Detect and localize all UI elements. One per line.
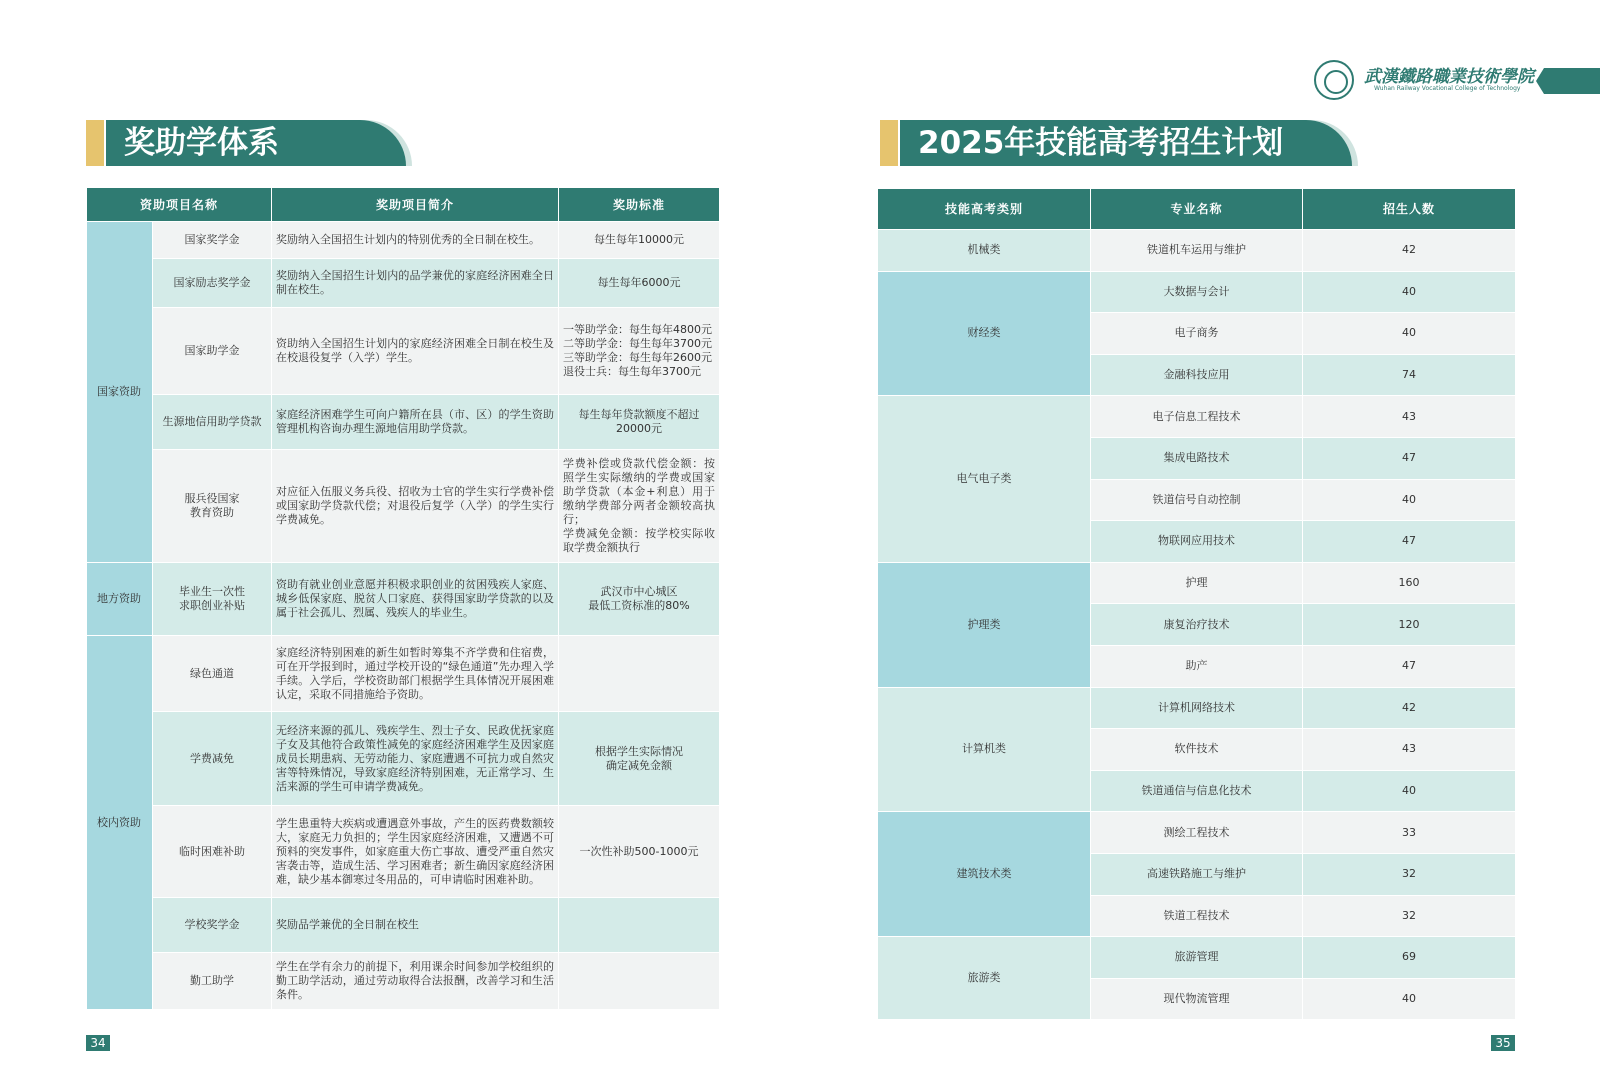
- table-row: [87, 712, 720, 806]
- major-name-cell: 铁道通信与信息化技术: [1091, 770, 1303, 812]
- project-name-cell: 服兵役国家 教育资助: [153, 450, 272, 563]
- project-standard-cell: 每生每年10000元: [559, 222, 720, 259]
- header-standard: 奖助标准: [559, 188, 720, 222]
- enrollment-count-cell: 47: [1303, 437, 1516, 479]
- category-cell: 电气电子类: [878, 396, 1091, 562]
- project-standard-cell: 每生每年贷款额度不超过 20000元: [559, 395, 720, 450]
- category-cell: 财经类: [878, 271, 1091, 396]
- major-name-cell: 物联网应用技术: [1091, 521, 1303, 563]
- enrollment-count-cell: 47: [1303, 645, 1516, 687]
- project-standard-cell: [559, 898, 720, 953]
- major-name-cell: 护理: [1091, 562, 1303, 604]
- major-name-cell: 铁道信号自动控制: [1091, 479, 1303, 521]
- table-row: [878, 937, 1516, 979]
- title-accent-bar: [86, 120, 104, 166]
- logo-tab-decoration: [1536, 68, 1600, 94]
- table-row: [87, 308, 720, 395]
- enrollment-count-cell: 40: [1303, 271, 1516, 313]
- table-row: [878, 230, 1516, 272]
- major-name-cell: 电子商务: [1091, 313, 1303, 355]
- category-cell: 国家资助: [87, 222, 153, 563]
- table-row: [87, 636, 720, 712]
- project-name-cell: 绿色通道: [153, 636, 272, 712]
- enrollment-count-cell: 32: [1303, 895, 1516, 937]
- project-desc-cell: 无经济来源的孤儿、残疾学生、烈士子女、民政优抚家庭子女及其他符合政策性减免的家庭经济困难学生及因家庭成员长期患病、无劳动能力、家庭遭遇不可抗力或自然灾害等特殊情况，导致家庭经济特别困难，无正常学习、生活来源的学生可申请学费减免。: [272, 712, 559, 806]
- table-row: [878, 271, 1516, 313]
- enrollment-count-cell: 74: [1303, 354, 1516, 396]
- category-cell: 旅游类: [878, 937, 1091, 1020]
- category-cell: 机械类: [878, 230, 1091, 272]
- title-accent-bar: [880, 120, 898, 166]
- category-cell: 计算机类: [878, 687, 1091, 812]
- enrollment-count-cell: 40: [1303, 978, 1516, 1020]
- project-name-cell: 学费减免: [153, 712, 272, 806]
- project-standard-cell: 学费补偿或贷款代偿金额：按照学生实际缴纳的学费或国家助学贷款（本金+利息）用于缴纳学费部分两者金额较高执行； 学费减免金额：按学校实际收取学费金额执行: [559, 450, 720, 563]
- project-desc-cell: 奖励品学兼优的全日制在校生: [272, 898, 559, 953]
- table-row: [87, 898, 720, 953]
- major-name-cell: 金融科技应用: [1091, 354, 1303, 396]
- left-page-title: 奖助学体系: [106, 120, 406, 166]
- major-name-cell: 软件技术: [1091, 729, 1303, 771]
- right-page-title: 2025年技能高考招生计划: [900, 120, 1352, 166]
- major-name-cell: 电子信息工程技术: [1091, 396, 1303, 438]
- project-desc-cell: 学生在学有余力的前提下，利用课余时间参加学校组织的勤工助学活动，通过劳动取得合法报酬，改善学习和生活条件。: [272, 953, 559, 1010]
- project-standard-cell: 一等助学金：每生每年4800元 二等助学金：每生每年3700元 三等助学金：每生每年2600元 退役士兵：每生每年3700元: [559, 308, 720, 395]
- project-name-cell: 国家励志奖学金: [153, 259, 272, 308]
- project-desc-cell: 资助纳入全国招生计划内的家庭经济困难全日制在校生及在校退役复学（入学）学生。: [272, 308, 559, 395]
- project-desc-cell: 奖励纳入全国招生计划内的品学兼优的家庭经济困难全日制在校生。: [272, 259, 559, 308]
- project-standard-cell: [559, 636, 720, 712]
- table-row: [87, 395, 720, 450]
- table-row: [878, 687, 1516, 729]
- major-name-cell: 测绘工程技术: [1091, 812, 1303, 854]
- category-cell: 校内资助: [87, 636, 153, 1010]
- enrollment-count-cell: 160: [1303, 562, 1516, 604]
- enrollment-count-cell: 43: [1303, 729, 1516, 771]
- table-row: [87, 259, 720, 308]
- scholarship-table: [86, 187, 720, 1010]
- enrollment-count-cell: 33: [1303, 812, 1516, 854]
- project-desc-cell: 对应征入伍服义务兵役、招收为士官的学生实行学费补偿或国家助学贷款代偿；对退役后复学（入学）的学生实行学费减免。: [272, 450, 559, 563]
- enrollment-count-cell: 47: [1303, 521, 1516, 563]
- college-logo: [1314, 58, 1600, 102]
- college-seal-icon: [1314, 60, 1354, 100]
- project-name-cell: 生源地信用助学贷款: [153, 395, 272, 450]
- major-name-cell: 助产: [1091, 645, 1303, 687]
- header-major: 专业名称: [1091, 189, 1303, 230]
- project-standard-cell: 根据学生实际情况 确定减免金额: [559, 712, 720, 806]
- project-desc-cell: 家庭经济困难学生可向户籍所在县（市、区）的学生资助管理机构咨询办理生源地信用助学贷款。: [272, 395, 559, 450]
- enrollment-count-cell: 69: [1303, 937, 1516, 979]
- college-name-cn: 武漢鐵路職業技術學院: [1364, 67, 1534, 87]
- header-project-desc: 奖助项目简介: [272, 188, 559, 222]
- table-row: [878, 396, 1516, 438]
- major-name-cell: 铁道机车运用与维护: [1091, 230, 1303, 272]
- enrollment-plan-table: [877, 188, 1516, 1020]
- major-name-cell: 铁道工程技术: [1091, 895, 1303, 937]
- major-name-cell: 现代物流管理: [1091, 978, 1303, 1020]
- enrollment-count-cell: 42: [1303, 687, 1516, 729]
- table-row: [87, 222, 720, 259]
- enrollment-count-cell: 32: [1303, 853, 1516, 895]
- project-name-cell: 学校奖学金: [153, 898, 272, 953]
- project-desc-cell: 家庭经济特别困难的新生如暂时筹集不齐学费和住宿费，可在开学报到时，通过学校开设的“绿色通道”先办理入学手续。入学后，学校资助部门根据学生具体情况开展困难认定，采取不同措施给予资助。: [272, 636, 559, 712]
- project-desc-cell: 学生患重特大疾病或遭遇意外事故，产生的医药费数额较大，家庭无力负担的；学生因家庭经济困难，又遭遇不可预料的突发事件，如家庭重大伤亡事故、遭受严重自然灾害袭击等，造成生活、学习困难者；新生确因家庭经济困难，缺少基本御寒过冬用品的，可申请临时困难补助。: [272, 806, 559, 898]
- major-name-cell: 高速铁路施工与维护: [1091, 853, 1303, 895]
- major-name-cell: 计算机网络技术: [1091, 687, 1303, 729]
- right-page-number: 35: [1491, 1035, 1515, 1051]
- enrollment-count-cell: 40: [1303, 770, 1516, 812]
- major-name-cell: 旅游管理: [1091, 937, 1303, 979]
- left-page-number: 34: [86, 1035, 110, 1051]
- header-category: 技能高考类别: [878, 189, 1091, 230]
- category-cell: 护理类: [878, 562, 1091, 687]
- major-name-cell: 集成电路技术: [1091, 437, 1303, 479]
- project-name-cell: 毕业生一次性 求职创业补贴: [153, 563, 272, 636]
- project-name-cell: 国家助学金: [153, 308, 272, 395]
- project-standard-cell: [559, 953, 720, 1010]
- project-name-cell: 勤工助学: [153, 953, 272, 1010]
- project-desc-cell: 资助有就业创业意愿并积极求职创业的贫困残疾人家庭、城乡低保家庭、脱贫人口家庭、获得国家助学贷款的以及属于社会孤儿、烈属、残疾人的毕业生。: [272, 563, 559, 636]
- table-row: [87, 953, 720, 1010]
- major-name-cell: 大数据与会计: [1091, 271, 1303, 313]
- enrollment-count-cell: 42: [1303, 230, 1516, 272]
- table-row: [87, 563, 720, 636]
- enrollment-count-cell: 40: [1303, 313, 1516, 355]
- project-desc-cell: 奖励纳入全国招生计划内的特别优秀的全日制在校生。: [272, 222, 559, 259]
- enrollment-count-cell: 43: [1303, 396, 1516, 438]
- table-row: [878, 562, 1516, 604]
- table-row: [87, 450, 720, 563]
- project-name-cell: 国家奖学金: [153, 222, 272, 259]
- enrollment-count-cell: 40: [1303, 479, 1516, 521]
- major-name-cell: 康复治疗技术: [1091, 604, 1303, 646]
- project-name-cell: 临时困难补助: [153, 806, 272, 898]
- header-count: 招生人数: [1303, 189, 1516, 230]
- header-project-name: 资助项目名称: [87, 188, 272, 222]
- college-name-en: Wuhan Railway Vocational College of Technology: [1374, 85, 1521, 92]
- table-row: [878, 812, 1516, 854]
- enrollment-count-cell: 120: [1303, 604, 1516, 646]
- table-row: [87, 806, 720, 898]
- project-standard-cell: 每生每年6000元: [559, 259, 720, 308]
- project-standard-cell: 武汉市中心城区 最低工资标准的80%: [559, 563, 720, 636]
- project-standard-cell: 一次性补助500-1000元: [559, 806, 720, 898]
- category-cell: 建筑技术类: [878, 812, 1091, 937]
- category-cell: 地方资助: [87, 563, 153, 636]
